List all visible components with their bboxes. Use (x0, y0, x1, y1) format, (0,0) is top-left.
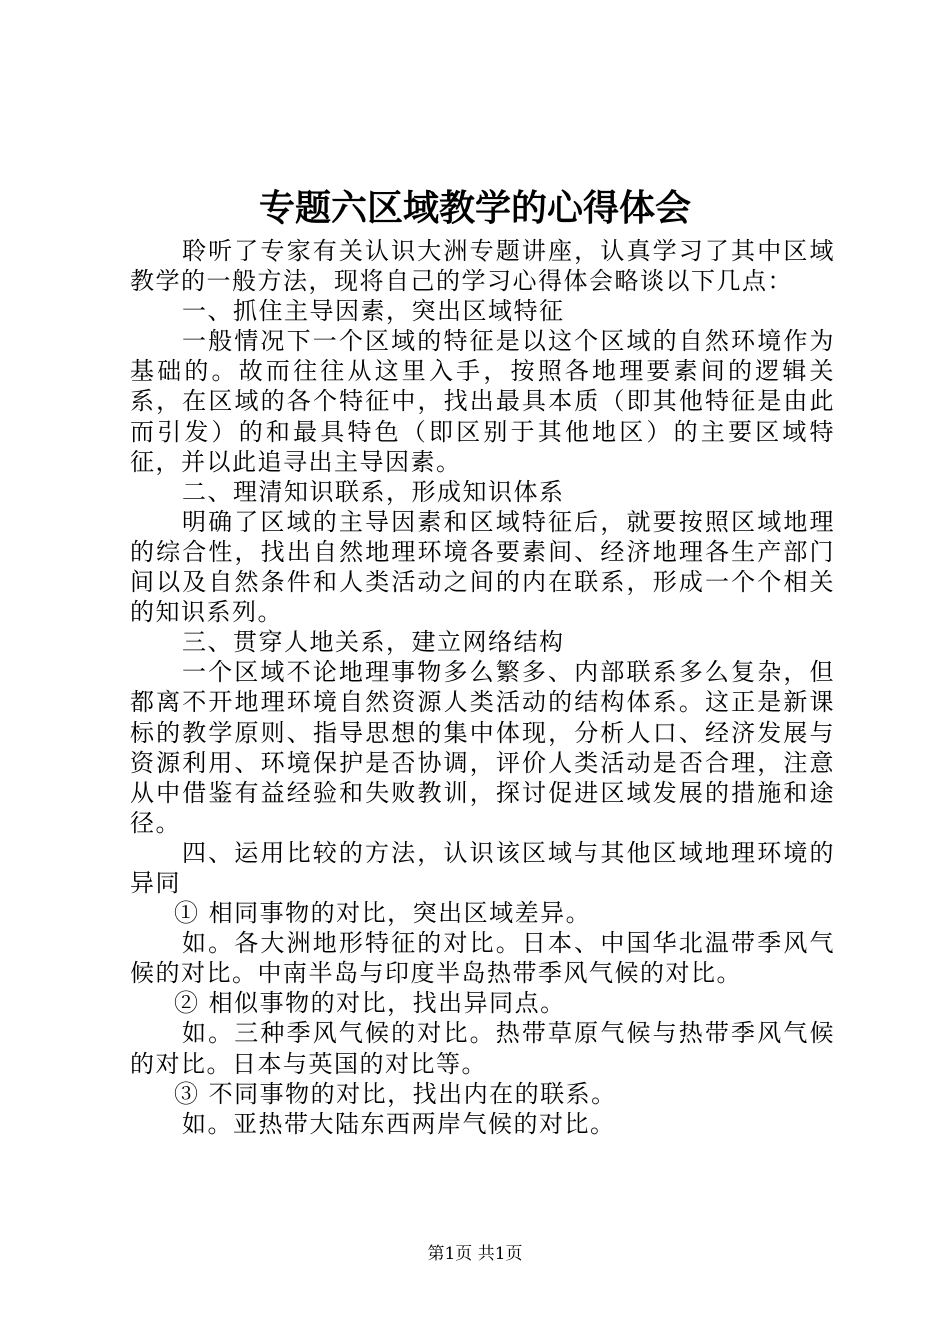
document-body (130, 236, 835, 1139)
paragraph-section-3: 一个区域不论地理事物多么繁多、内部联系多么复杂，但都离不开地理环境自然资源人类活动的结构体系。这正是新课标的教学原则、指导思想的集中体现，分析人口、经济发展与资源利用、环境保护是否协调，评价人类活动是否合理，注意从中借鉴有益经验和失败教训，探讨促进区域发展的措施和途径。 (130, 658, 835, 837)
page-footer: 第1页 共1页 (427, 1244, 523, 1264)
list-item-1: ① 相同事物的对比，突出区域差异。 (174, 899, 592, 928)
paragraph-section-2: 明确了区域的主导因素和区域特征后，就要按照区域地理的综合性，找出自然地理环境各要素间、经济地理各生产部门间以及自然条件和人类活动之间的内在联系，形成一个个相关的知识系列。 (130, 507, 835, 627)
heading-section-3: 三、贯穿人地关系，建立网络结构 (182, 628, 565, 657)
paragraph-intro: 聆听了专家有关认识大洲专题讲座，认真学习了其中区域教学的一般方法，现将自己的学习心得体会略谈以下几点： (130, 237, 835, 296)
example-1: 如。各大洲地形特征的对比。日本、中国华北温带季风气候的对比。中南半岛与印度半岛热带季风气候的对比。 (130, 929, 835, 988)
list-item-2: ② 相似事物的对比，找出异同点。 (174, 989, 566, 1018)
heading-section-2: 二、理清知识联系，形成知识体系 (182, 477, 565, 506)
example-3: 如。亚热带大陆东西两岸气候的对比。 (182, 1109, 616, 1138)
heading-section-4: 四、运用比较的方法，认识该区域与其他区域地理环境的异同 (130, 838, 835, 897)
document-title: 专题六区域教学的心得体会 (258, 188, 691, 229)
list-item-3: ③ 不同事物的对比，找出内在的联系。 (174, 1079, 617, 1108)
paragraph-section-1: 一般情况下一个区域的特征是以这个区域的自然环境作为基础的。故而往往从这里入手，按照各地理要素间的逻辑关系，在区域的各个特征中，找出最具本质（即其他特征是由此而引发）的和最具特色（即区别于其他地区）的主要区域特征，并以此追寻出主导因素。 (130, 327, 835, 476)
heading-section-1: 一、抓住主导因素，突出区域特征 (182, 297, 565, 326)
example-2: 如。三种季风气候的对比。热带草原气候与热带季风气候的对比。日本与英国的对比等。 (130, 1019, 835, 1078)
